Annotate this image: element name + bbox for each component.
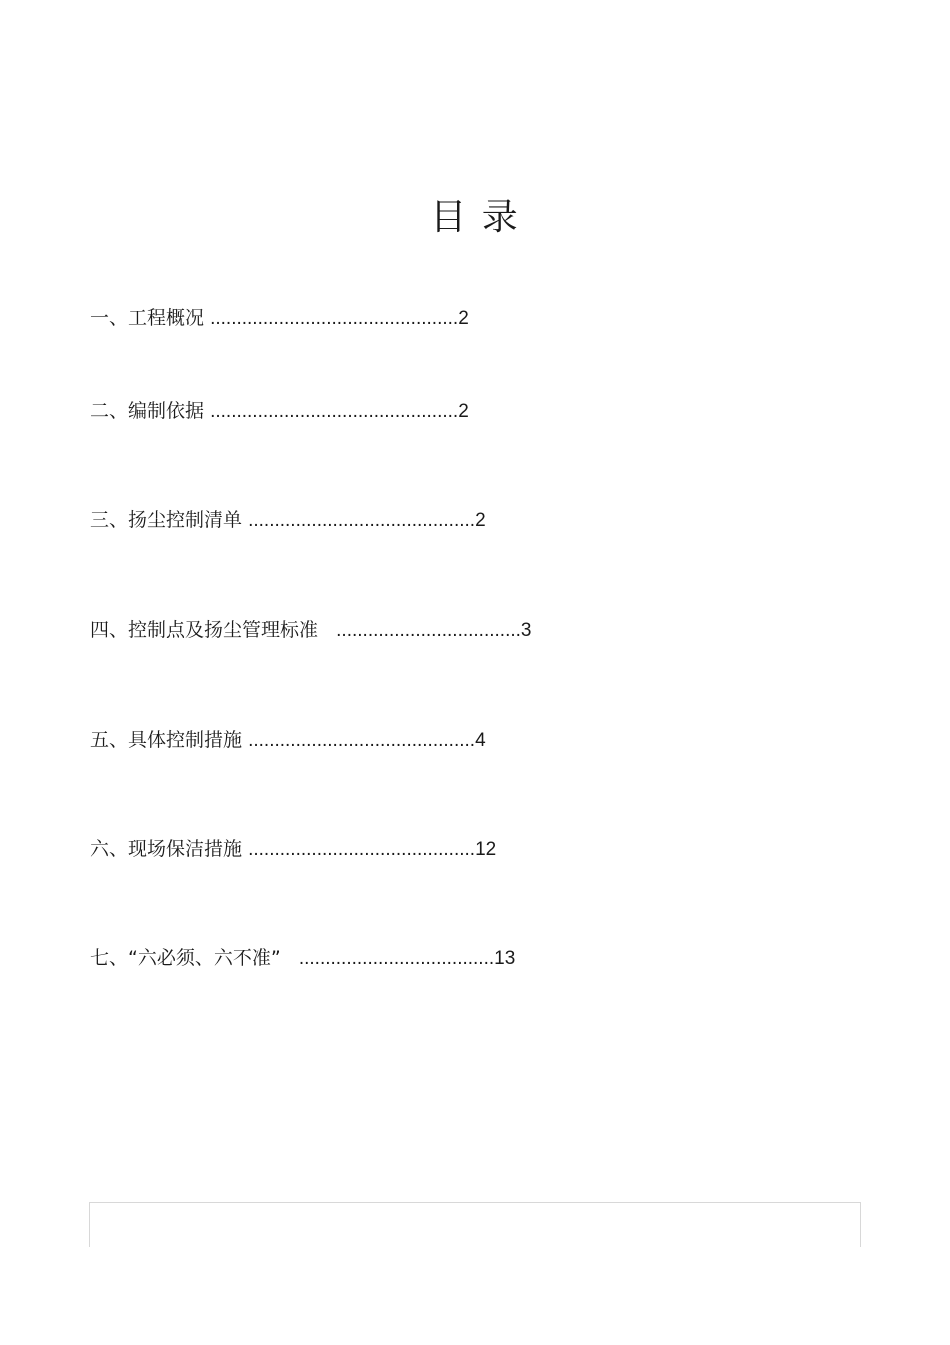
toc-number: 三、: [90, 509, 129, 531]
toc-leader: ...................................: [336, 620, 521, 641]
toc-page-number: 12: [475, 839, 497, 860]
toc-page-number: 3: [520, 620, 532, 641]
toc-entry-4[interactable]: [90, 618, 532, 643]
toc-label: “六必须、六不准”: [128, 947, 281, 969]
toc-number: 六、: [90, 838, 129, 860]
toc-entry-2[interactable]: [90, 399, 469, 424]
toc-page-number: 4: [475, 730, 486, 751]
toc-gap: [318, 619, 336, 641]
toc-entry-6[interactable]: [90, 837, 496, 862]
toc-leader: ...........................................: [248, 839, 476, 860]
toc-label: 具体控制措施: [128, 729, 243, 751]
toc-gap: [281, 947, 299, 969]
toc-page-number: 2: [458, 308, 469, 329]
toc-number: 四、: [90, 619, 129, 641]
toc-leader: ...........................................: [248, 510, 476, 531]
page-footer-frame: [89, 1202, 861, 1247]
toc-leader: ...........................................: [248, 730, 476, 751]
toc-number: 一、: [90, 307, 129, 329]
page-title: 目 录: [430, 197, 520, 238]
toc-entry-7[interactable]: [90, 946, 515, 971]
toc-number: 五、: [90, 729, 129, 751]
toc-label: 控制点及扬尘管理标准: [128, 619, 319, 641]
toc-label: 现场保洁措施: [128, 838, 243, 860]
toc-leader: .....................................: [298, 948, 495, 969]
toc-page-number: 2: [458, 401, 469, 422]
toc-number: 二、: [90, 400, 129, 422]
toc-leader: ...............................................: [210, 401, 459, 422]
toc-number: 七、: [90, 947, 129, 969]
toc-page-number: 2: [475, 510, 486, 531]
toc-label: 工程概况: [128, 307, 205, 329]
toc-entry-5[interactable]: [90, 728, 486, 753]
toc-label: 编制依据: [128, 400, 205, 422]
toc-entry-1[interactable]: [90, 306, 469, 331]
toc-leader: ...............................................: [210, 308, 459, 329]
toc-page-number: 13: [494, 948, 516, 969]
toc-entry-3[interactable]: [90, 508, 486, 533]
toc-label: 扬尘控制清单: [128, 509, 243, 531]
